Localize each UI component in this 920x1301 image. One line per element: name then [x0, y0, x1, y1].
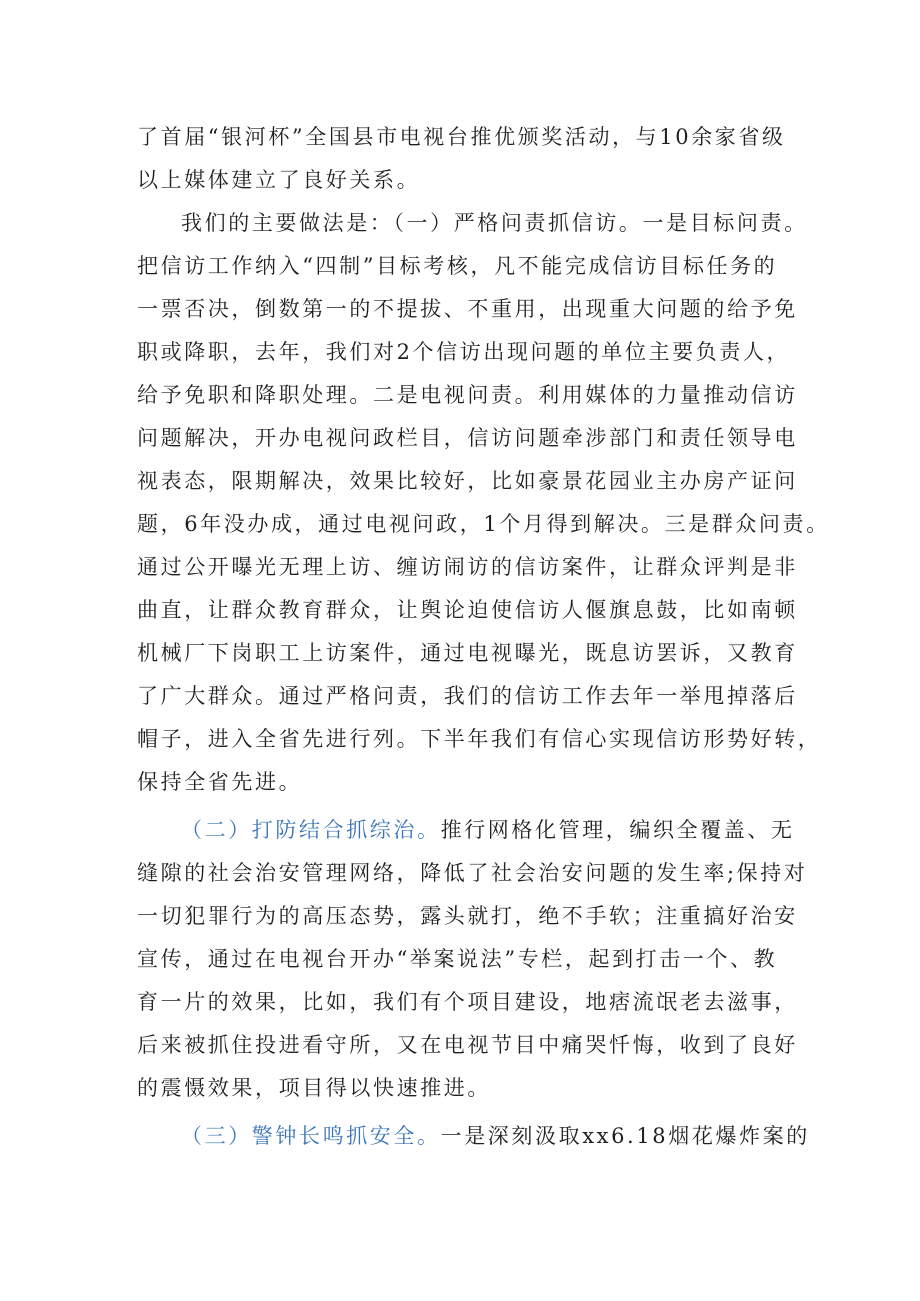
text-line: 育一片的效果，比如，我们有个项目建设，地痞流氓老去滋事，	[137, 990, 798, 1014]
text-line: 以上媒体建立了良好关系。	[137, 168, 421, 192]
text-line: 把信访工作纳入“四制”目标考核，凡不能完成信访目标任务的	[137, 254, 778, 278]
text-line: 通过公开曝光无理上访、缠访闹访的信访案件，让群众评判是非	[137, 555, 798, 579]
text-line: 机械厂下岗职工上访案件，通过电视曝光，既息访罢诉，又教育	[137, 641, 798, 665]
text-line: 职或降职，去年，我们对2个信访出现问题的单位主要负责人，	[137, 340, 791, 364]
text-line: 曲直，让群众教育群众，让舆论迫使信访人偃旗息鼓，比如南顿	[137, 598, 798, 622]
text-line: 一票否决，倒数第一的不提拔、不重用，出现重大问题的给予免	[137, 297, 798, 321]
text-run: 推行网格化管理，编织全覆盖、无	[440, 818, 795, 842]
text-line: 保持全省先进。	[137, 770, 303, 794]
text-line: 问题解决，开办电视问政栏目，信访问题牵涉部门和责任领导电	[137, 426, 798, 450]
text-line: 视表态，限期解决，效果比较好，比如豪景花园业主办房产证问	[137, 469, 798, 493]
text-line: 了首届“银河杯”全国县市电视台推优颁奖活动，与10余家省级	[137, 125, 786, 149]
text-line: 题，6年没办成，通过电视问政，1个月得到解决。三是群众问责。	[137, 512, 830, 536]
text-line: 一切犯罪行为的高压态势，露头就打，绝不手软；注重搞好治安	[137, 904, 798, 928]
paragraph-first-line	[181, 1122, 861, 1150]
section-heading: （三）警钟长鸣抓安全。	[181, 1124, 441, 1148]
text-line: 宣传，通过在电视台开办“举案说法”专栏，起到打击一个、教	[137, 947, 778, 971]
paragraph-first-line: 我们的主要做法是：（一）严格问责抓信访。一是目标问责。	[181, 211, 808, 235]
text-line: 的震慑效果，项目得以快速推进。	[137, 1076, 491, 1100]
text-line: 后来被抓住投进看守所，又在电视节目中痛哭忏悔，收到了良好	[137, 1033, 798, 1057]
text-line: 帽子，进入全省先进行列。下半年我们有信心实现信访形势好转，	[137, 727, 822, 751]
text-run: 一是深刻汲取xx6.18烟花爆炸案的	[440, 1124, 810, 1148]
paragraph-first-line	[181, 816, 861, 844]
section-heading: （二）打防结合抓综治。	[181, 818, 441, 842]
text-line: 缝隙的社会治安管理网络，降低了社会治安问题的发生率;保持对	[137, 861, 808, 885]
text-line: 给予免职和降职处理。二是电视问责。利用媒体的力量推动信访	[137, 383, 798, 407]
text-line: 了广大群众。通过严格问责，我们的信访工作去年一举甩掉落后	[137, 684, 798, 708]
